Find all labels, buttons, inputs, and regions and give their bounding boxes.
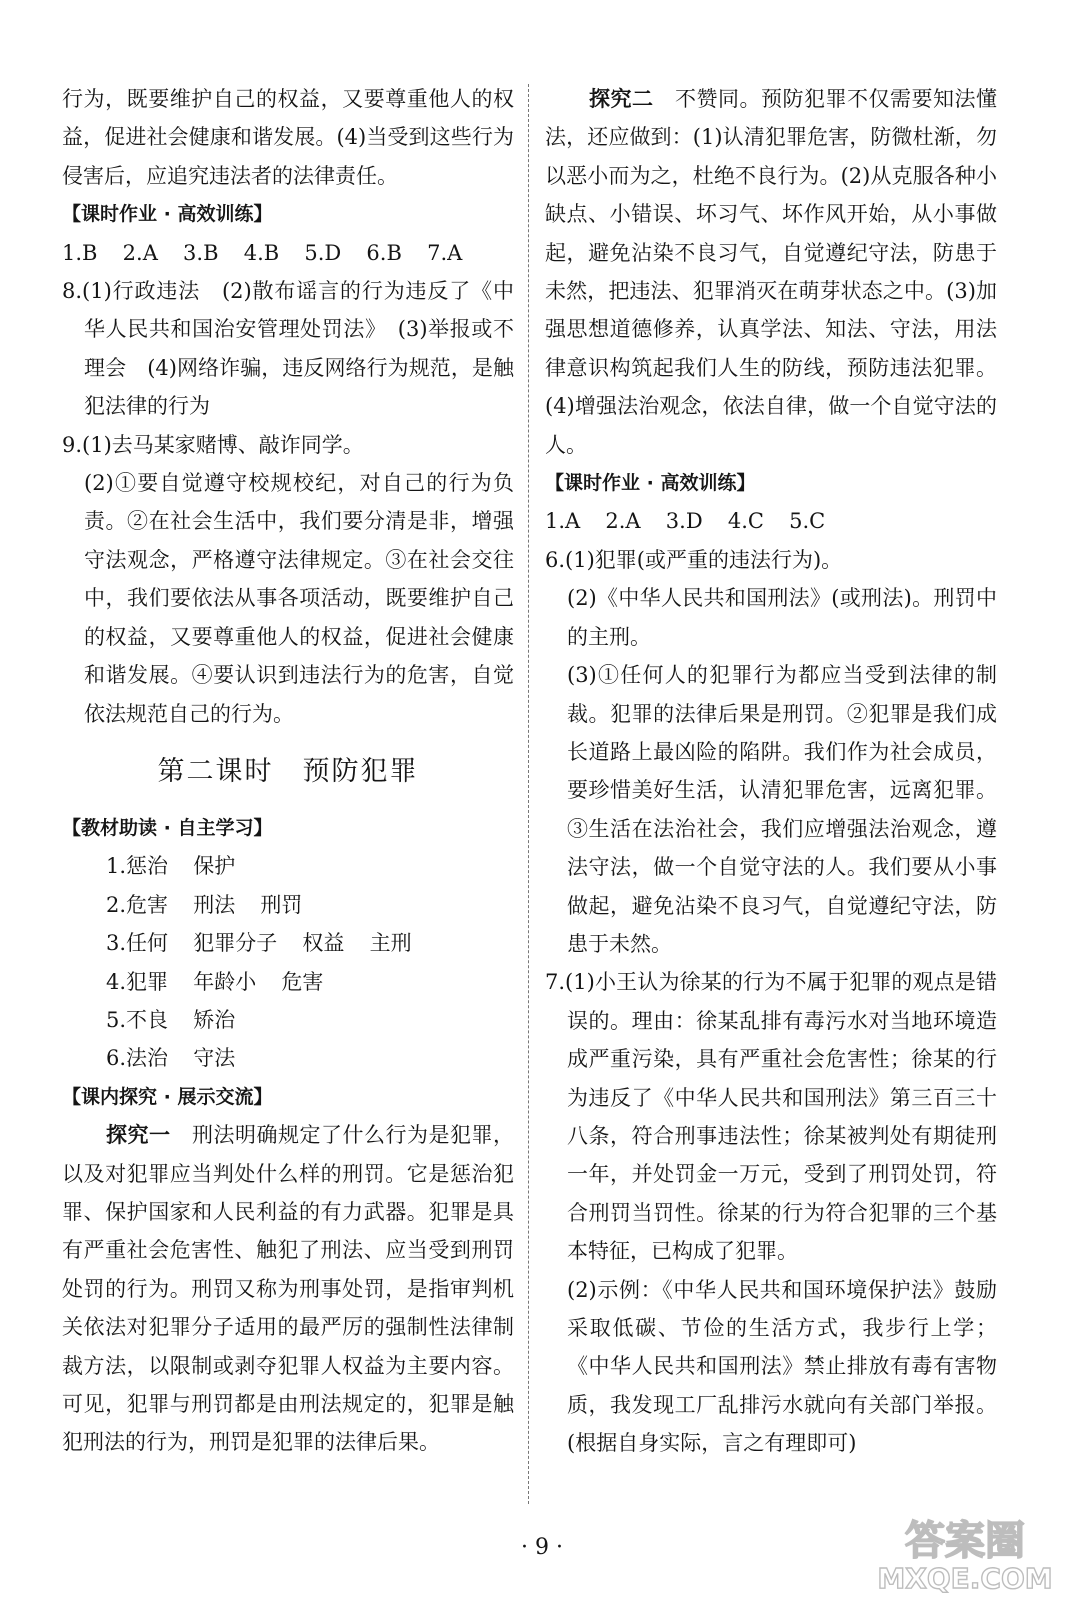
answer-r5: 5.C xyxy=(789,509,826,534)
left-column xyxy=(62,80,514,1462)
answer-r2: 2.A xyxy=(605,509,641,534)
answer-2: 2.A xyxy=(122,240,158,265)
column-divider xyxy=(528,84,529,1504)
right-column xyxy=(545,80,997,1463)
homework-heading-left: 【课时作业 · 高效训练】 xyxy=(62,203,273,226)
answer-3: 3.B xyxy=(183,240,219,265)
homework-answers-left xyxy=(62,234,514,272)
reading-item-1: 1.惩治 保护 xyxy=(106,854,236,879)
answer-r4: 4.C xyxy=(727,509,764,534)
question-7-part-2: (2)示例：《中华人民共和国环境保护法》鼓励采取低碳、节俭的生活方式，我步行上学；《中华人民共和国刑法》禁止排放有毒有害物质，我发现工厂乱排污水就向有关部门举报。(根据自身实际，言之有理即可) xyxy=(567,1277,997,1456)
homework-heading-right: 【课时作业 · 高效训练】 xyxy=(545,472,756,495)
question-9-part-1: 9.(1)去马某家赌博、敲诈同学。 xyxy=(62,432,364,457)
reading-item-3: 3.任何 犯罪分子 权益 主刑 xyxy=(106,931,412,956)
homework-answers-right xyxy=(545,502,997,540)
question-8-answer: 8.(1)行政违法 (2)散布谣言的行为违反了《中华人民共和国治安管理处罚法》 (3)举报或不理会 (4)网络诈骗，违反网络行为规范，是触犯法律的行为 xyxy=(62,279,514,419)
question-6-part-2: (2)《中华人民共和国刑法》(或刑法)。刑罚中的主刑。 xyxy=(567,586,997,649)
answer-7: 7.A xyxy=(427,240,463,265)
watermark-logo xyxy=(860,1510,1070,1594)
watermark-bottom-text: MXQE.COM xyxy=(877,1562,1053,1594)
explore-heading: 【课内探究 · 展示交流】 xyxy=(62,1085,273,1108)
question-7-part-1: 7.(1)小王认为徐某的行为不属于犯罪的观点是错误的。理由：徐某乱排有毒污水对当地环境造成严重污染，具有严重社会危害性；徐某的行为违反了《中华人民共和国刑法》第三百三十八条，符合刑事违法性；徐某被判处有期徒刑一年，并处罚金一万元，受到了刑罚处罚，符合刑罚当罚性。徐某的行为符合犯罪的三个基本特征，已构成了犯罪。 xyxy=(545,970,997,1264)
answer-r1: 1.A xyxy=(545,509,581,534)
question-6-part-3: (3)①任何人的犯罪行为都应当受到法律的制裁。犯罪的法律后果是刑罚。②犯罪是我们成长道路上最凶险的陷阱。我们作为社会成员，要珍惜美好生活，认清犯罪危害，远离犯罪。③生活在法治社会，我们应增强法治观念，遵法守法，做一个自觉守法的人。我们要从小事做起，避免沾染不良习气，自觉遵纪守法，防患于未然。 xyxy=(567,663,997,956)
explore-2-label: 探究二 xyxy=(589,87,654,111)
answer-1: 1.B xyxy=(62,240,98,265)
page-number: · 9 · xyxy=(521,1535,563,1560)
explore-2-paragraph xyxy=(545,80,997,464)
reading-heading: 【教材助读 · 自主学习】 xyxy=(62,816,273,839)
answer-6: 6.B xyxy=(366,240,402,265)
question-9-part-2: (2)①要自觉遵守校规校纪，对自己的行为负责。②在社会生活中，我们要分清是非，增强守法观念，严格遵守法律规定。③在社会交往中，我们要依法从事各项活动，既要维护自己的权益，又要尊重他人的权益，促进社会健康和谐发展。④要认识到违法行为的危害，自觉依法规范自己的行为。 xyxy=(84,471,514,726)
explore-1-label: 探究一 xyxy=(106,1123,171,1148)
reading-item-5: 5.不良 矫治 xyxy=(106,1007,236,1032)
reading-item-4: 4.犯罪 年龄小 危害 xyxy=(106,969,324,994)
explore-1-text: 刑法明确规定了什么行为是犯罪，以及对犯罪应当判处什么样的刑罚。它是惩治犯罪、保护国家和人民利益的有力武器。犯罪是具有严重社会危害性、触犯了刑法、应当受到刑罚处罚的行为。刑罚又称为刑事处罚，是指审判机关依法对犯罪分子适用的最严厉的强制性法律制裁方法，以限制或剥夺犯罪人权益为主要内容。可见，犯罪与刑罚都是由刑法规定的，犯罪是触犯刑法的行为，刑罚是犯罪的法律后果。 xyxy=(62,1123,514,1455)
answer-r3: 3.D xyxy=(665,509,703,534)
watermark-top-text: 答案圈 xyxy=(905,1518,1025,1564)
reading-item-2: 2.危害 刑法 刑罚 xyxy=(106,892,303,917)
explore-2-text: 不赞同。预防犯罪不仅需要知法懂法，还应做到：(1)认清犯罪危害，防微杜渐，勿以恶小而为之，杜绝不良行为。(2)从克服各种小缺点、小错误、坏习气、坏作风开始，从小事做起，避免沾染不良习气，自觉遵纪守法，防患于未然，把违法、犯罪消灭在萌芽状态之中。(3)加强思想道德修养，认真学法、知法、守法，用法律意识构筑起我们人生的防线，预防违法犯罪。(4)增强法治观念，依法自律，做一个自觉守法的人。 xyxy=(545,87,997,457)
lesson-title: 第二课时 预防犯罪 xyxy=(157,755,419,787)
answer-5: 5.D xyxy=(304,240,342,265)
answer-4: 4.B xyxy=(243,240,280,265)
continuation-paragraph: 行为，既要维护自己的权益，又要尊重他人的权益，促进社会健康和谐发展。(4)当受到这些行为侵害后，应追究违法者的法律责任。 xyxy=(62,87,514,188)
explore-1-paragraph xyxy=(62,1116,514,1462)
reading-item-6: 6.法治 守法 xyxy=(106,1046,236,1071)
question-6-part-1: 6.(1)犯罪(或严重的违法行为)。 xyxy=(545,547,843,572)
